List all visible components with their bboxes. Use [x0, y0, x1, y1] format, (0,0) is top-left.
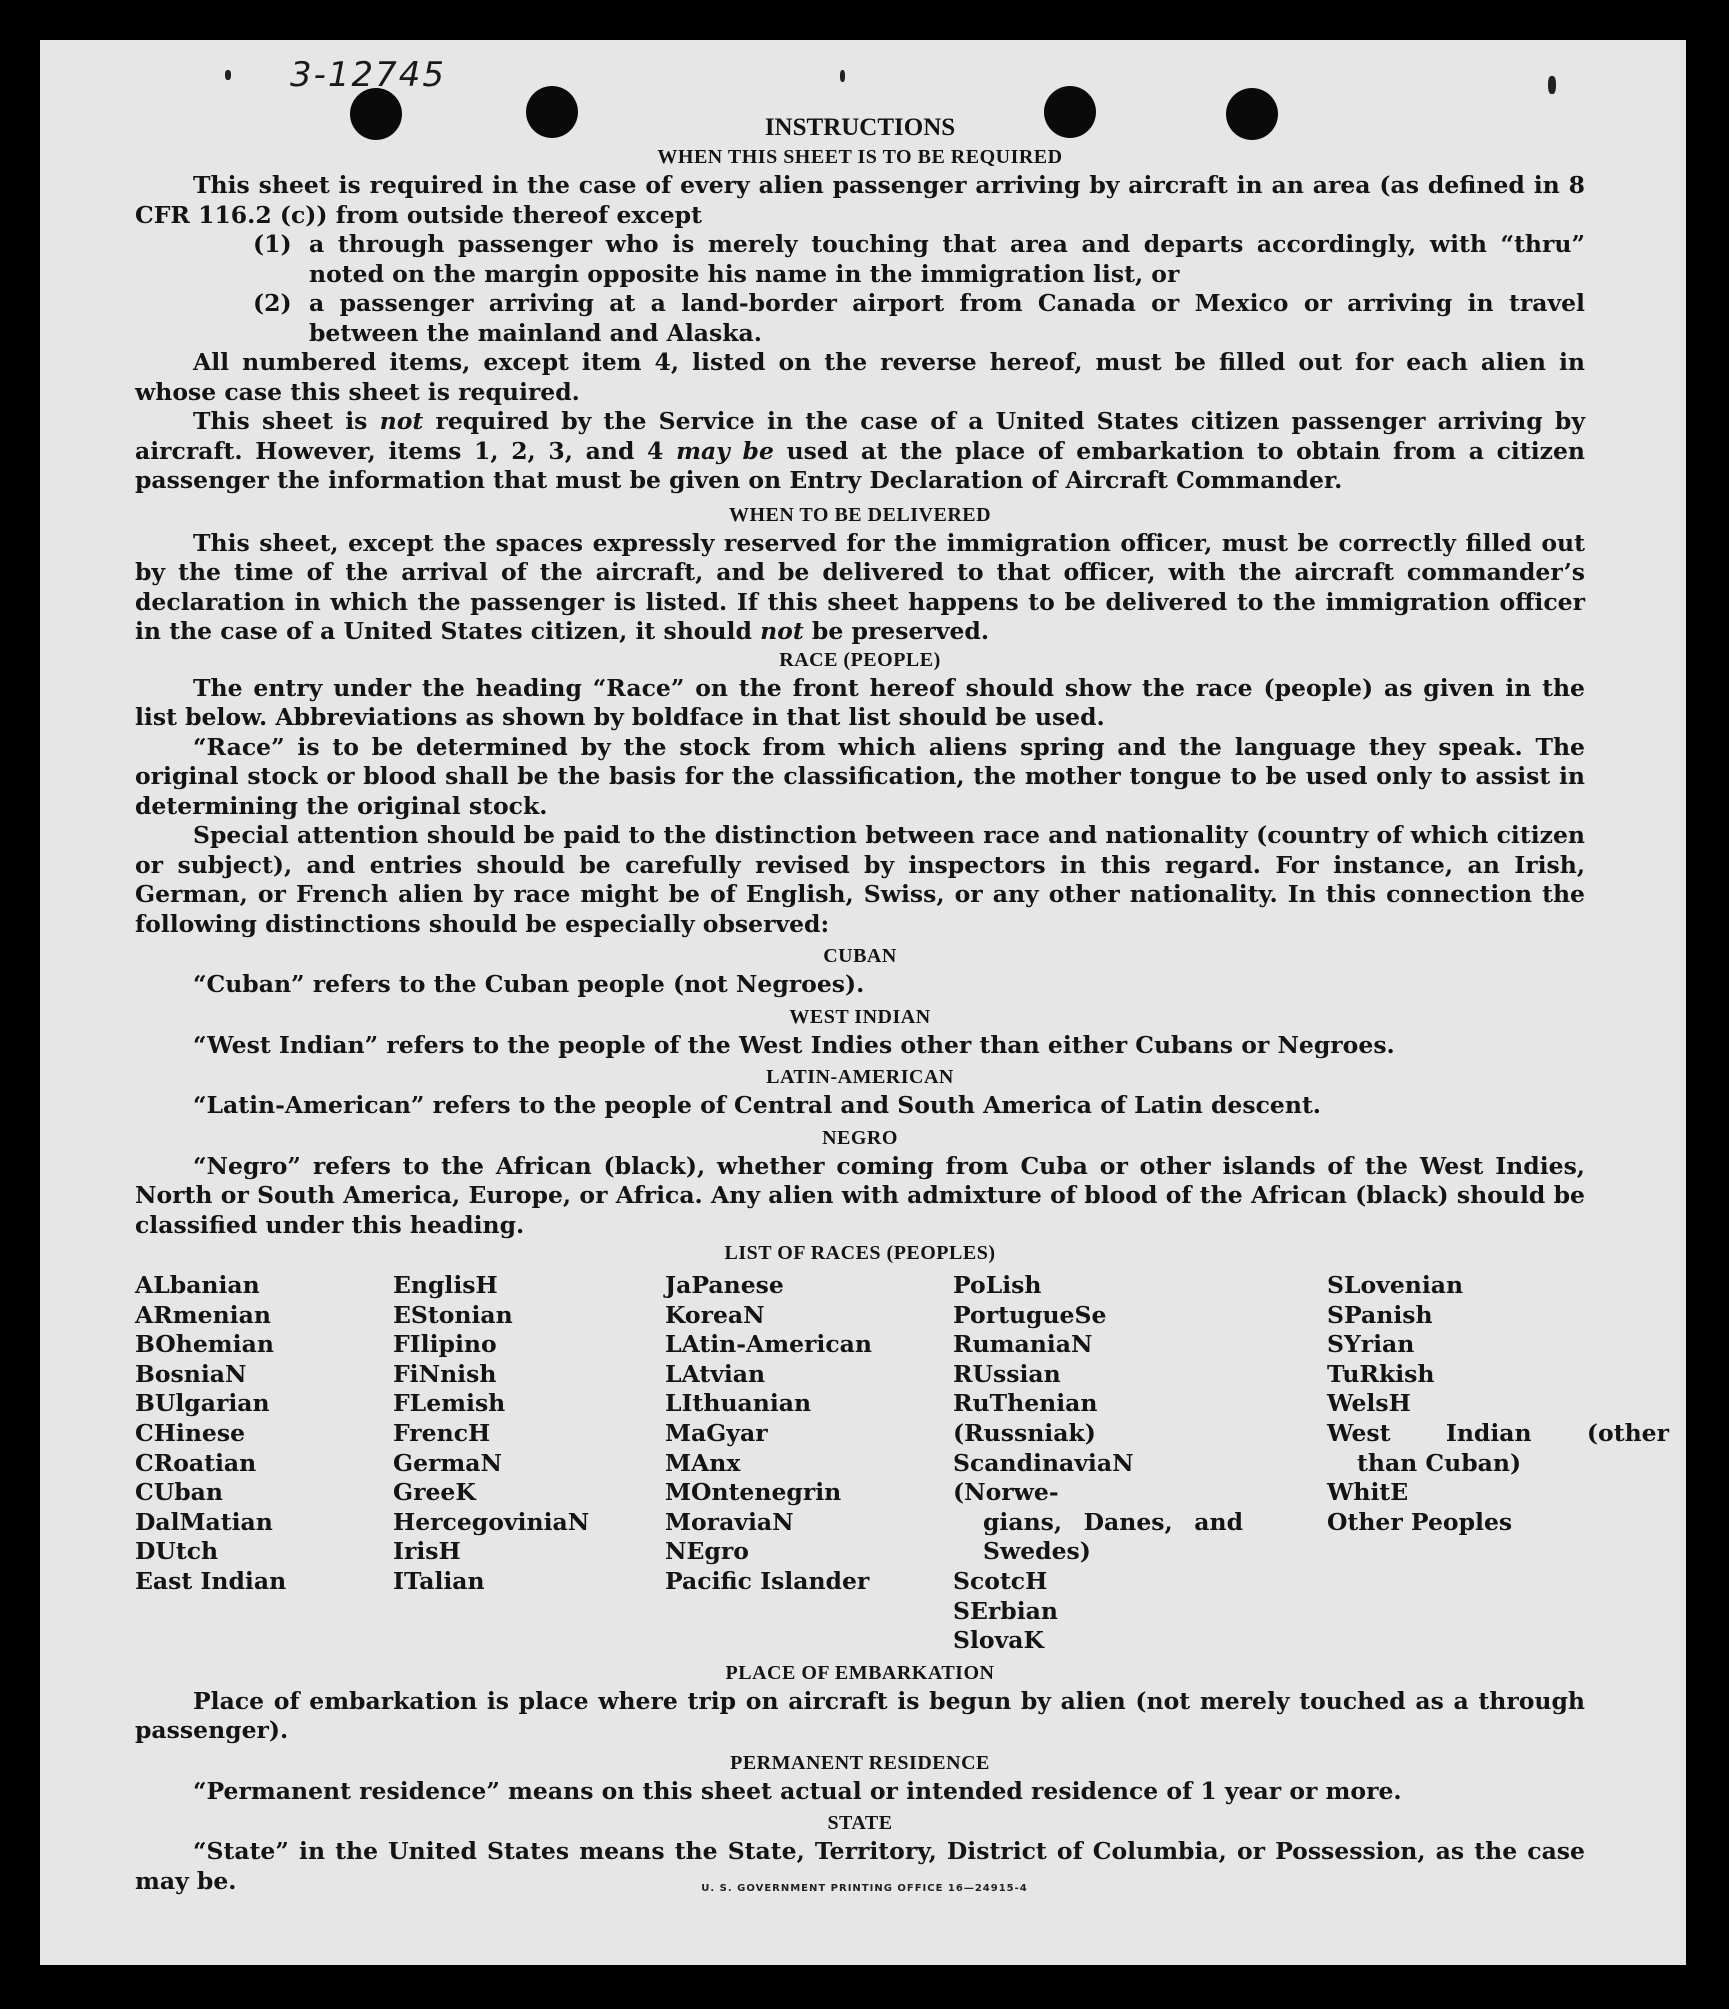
races-list — [135, 1271, 1669, 1656]
paragraph: The entry under the heading “Race” on the front hereof should show the race (people) as given in the list below. Abbreviations as shown by boldface in that list should be used. — [135, 673, 1585, 731]
printing-office-footer: U. S. GOVERNMENT PRINTING OFFICE 16—24915-4 — [701, 1883, 1028, 1894]
item-number: (2) — [253, 289, 292, 317]
paragraph: This sheet, except the spaces expressly reserved for the immigration officer, must be correctly filled out by the time of the arrival of the aircraft, and be delivered to that officer, with the aircraft commander’s declaration in which the passenger is listed. If this sheet happens to be delivered to the immigration officer in the case of a United States citizen, it should not be preserved. — [135, 528, 1585, 645]
item-text: a passenger arriving at a land-border airport from Canada or Mexico or arriving in travel between the mainland and Alaska. — [309, 289, 1585, 347]
ink-mark — [225, 70, 231, 80]
section-heading-cuban: CUBAN — [823, 945, 897, 967]
paragraph: “Negro” refers to the African (black), whether coming from Cuba or other islands of the West Indies, North or South America, Europe, or Africa. Any alien with admixture of blood of the African (black) should be classified under this heading. — [135, 1151, 1585, 1239]
section-heading-list-of-races: LIST OF RACES (PEOPLES) — [724, 1242, 996, 1264]
ink-mark — [840, 70, 845, 82]
paragraph: Place of embarkation is place where trip on aircraft is begun by alien (not merely touched as a through passenger). — [135, 1686, 1585, 1745]
races-column-5: SLovenian SPanish SYrian TuRkish WelsH West Indian (other than Cuban) WhitE Other Peoples — [1327, 1271, 1669, 1536]
paragraph: “Latin-American” refers to the people of Central and South America of Latin descent. — [193, 1091, 1321, 1119]
page-title: INSTRUCTIONS — [764, 114, 956, 141]
section-heading-race: RACE (PEOPLE) — [779, 648, 941, 671]
section-heading-state: STATE — [827, 1812, 893, 1835]
paragraph: “Permanent residence” means on this sheet actual or intended residence of 1 year or more. — [193, 1776, 1402, 1805]
section-heading-required: WHEN THIS SHEET IS TO BE REQUIRED — [657, 146, 1063, 168]
paragraph: “Race” is to be determined by the stock from which aliens spring and the language they speak. The original stock or blood shall be the basis for the classification, the mother tongue to be used only to assist in determining the original stock. — [135, 732, 1585, 820]
paragraph: Special attention should be paid to the distinction between race and nationality (country of which citizen or subject), and entries should be carefully revised by inspectors in this regard. For instance, an Irish, German, or French alien by race might be of English, Swiss, or any other nationality. In this connection the following distinctions should be especially observed: — [135, 821, 1585, 938]
section-heading-west-indian: WEST INDIAN — [789, 1005, 931, 1028]
paragraph: All numbered items, except item 4, listed on the reverse hereof, must be filled out for each alien in whose case this sheet is required. — [135, 348, 1585, 406]
section-heading-latin-american: LATIN-AMERICAN — [766, 1066, 954, 1088]
ink-mark — [1548, 76, 1556, 94]
paragraph: This sheet is required in the case of every alien passenger arriving by aircraft in an area (as defined in 8 CFR 116.2 (c)) from outside thereof except — [135, 171, 1585, 229]
races-column-1: ALbanian ARmenian BOhemian BosniaN BUlgarian CHinese CRoatian CUban DalMatian DUtch East Indian — [135, 1271, 287, 1595]
races-column-2: EnglisH EStonian FIlipino FiNnish FLemish FrencH GermaN GreeK HercegoviniaN IrisH ITalian — [393, 1271, 590, 1595]
list-item — [135, 230, 1585, 289]
section-heading-embarkation: PLACE OF EMBARKATION — [725, 1661, 995, 1684]
section-heading-delivered: WHEN TO BE DELIVERED — [728, 503, 992, 526]
item-text: a through passenger who is merely touching that area and departs accordingly, with “thru” noted on the margin opposite his name in the immigration list, or — [309, 230, 1585, 288]
section-heading-residence: PERMANENT RESIDENCE — [730, 1751, 990, 1774]
paragraph: “West Indian” refers to the people of the West Indies other than either Cubans or Negroes. — [193, 1030, 1395, 1059]
races-column-3: JaPanese KoreaN LAtin-American LAtvian LIthuanian MaGyar MAnx MOntenegrin MoraviaN NEgro Pacific Islander — [665, 1271, 872, 1595]
instructions-content — [135, 112, 1669, 1896]
handwritten-file-number: 3-12745 — [290, 55, 447, 95]
item-number: (1) — [253, 230, 292, 258]
section-heading-negro: NEGRO — [822, 1126, 898, 1149]
paragraph: “Cuban” refers to the Cuban people (not Negroes). — [193, 970, 865, 998]
races-column-4: PoLish PortugueSe RumaniaN RUssian RuThenian (Russniak) ScandinaviaN (Norwe- gians, Danes, and Swedes) ScotcH SErbian SlovaK — [953, 1271, 1243, 1655]
paragraph: “State” in the United States means the State, Territory, District of Columbia, or Possession, as the case may be. — [135, 1837, 1585, 1895]
list-item — [135, 289, 1585, 348]
paragraph: This sheet is not required by the Service in the case of a United States citizen passenger arriving by aircraft. However, items 1, 2, 3, and 4 may be used at the place of embarkation to obtain from a citizen passenger the information that must be given on Entry Declaration of Aircraft Commander. — [135, 407, 1585, 494]
